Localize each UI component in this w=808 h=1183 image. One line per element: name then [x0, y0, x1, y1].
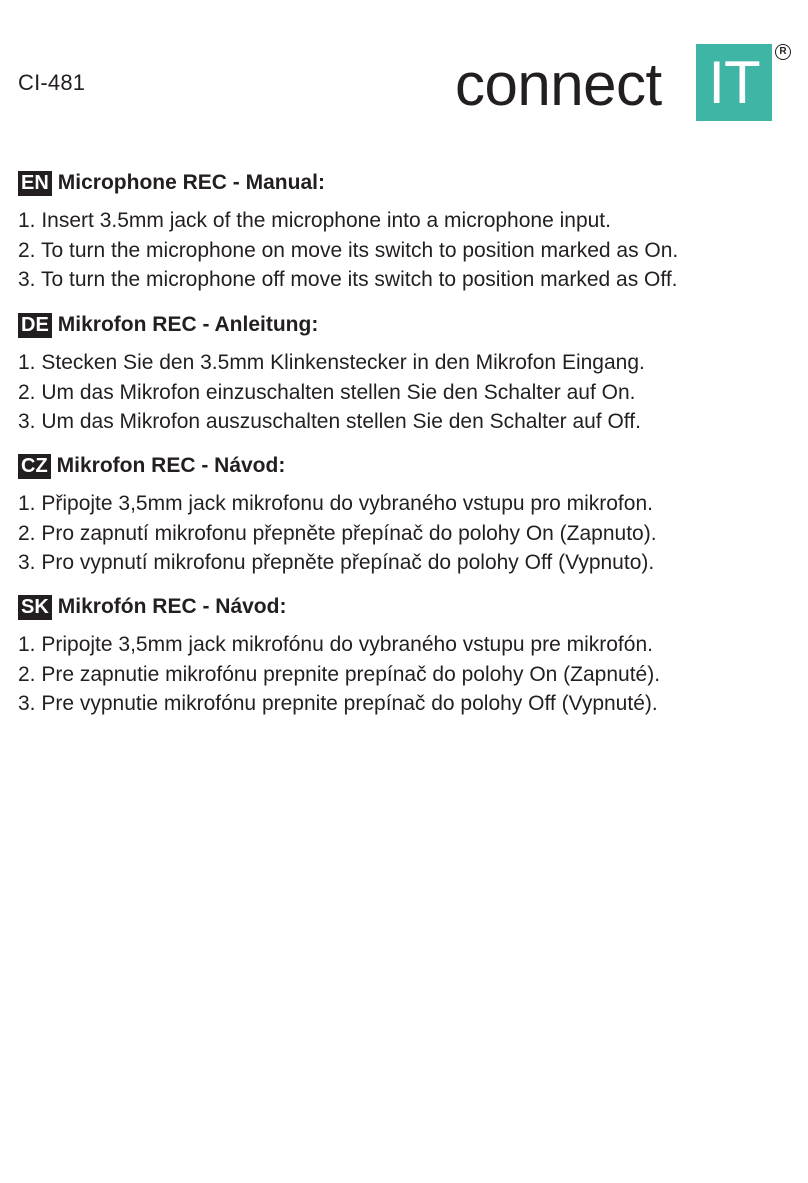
section-title — [18, 451, 798, 481]
step-item: 2. Pre zapnutie mikrofónu prepnite prepínač do polohy On (Zapnuté). — [18, 662, 661, 686]
step-item: 3. Um das Mikrofon auszuschalten stellen Sie den Schalter auf Off. — [18, 410, 641, 433]
section-sk — [18, 592, 798, 719]
lang-badge-de: DE — [18, 313, 52, 338]
steps-list — [18, 489, 798, 578]
lang-badge-en: EN — [18, 171, 52, 196]
registered-mark-icon: R — [775, 44, 791, 60]
lang-badge-cz: CZ — [18, 454, 51, 479]
section-title-text: Microphone REC - Manual: — [57, 171, 325, 194]
connect-it-logo — [455, 44, 795, 124]
section-title — [18, 168, 798, 198]
model-code: CI-481 — [18, 70, 86, 95]
section-de — [18, 310, 798, 437]
step-item: 3. Pro vypnutí mikrofonu přepněte přepínač do polohy Off (Vypnuto). — [18, 551, 655, 574]
step-item: 1. Pripojte 3,5mm jack mikrofónu do vybraného vstupu pre mikrofón. — [18, 633, 653, 656]
step-item: 1. Připojte 3,5mm jack mikrofonu do vybraného vstupu pro mikrofon. — [18, 492, 653, 515]
section-title — [18, 592, 798, 622]
step-item: 1. Insert 3.5mm jack of the microphone into a microphone input. — [18, 209, 611, 232]
section-title — [18, 310, 798, 340]
section-title-text: Mikrofon REC - Anleitung: — [57, 313, 319, 336]
logo-it-box: IT — [696, 44, 772, 121]
lang-badge-sk: SK — [18, 595, 52, 620]
logo-wordmark: connect — [455, 51, 662, 118]
step-item: 2. Um das Mikrofon einzuschalten stellen Sie den Schalter auf On. — [18, 380, 636, 404]
step-item: 1. Stecken Sie den 3.5mm Klinkenstecker in den Mikrofon Eingang. — [18, 351, 645, 374]
step-item: 3. Pre vypnutie mikrofónu prepnite prepínač do polohy Off (Vypnuté). — [18, 692, 658, 715]
section-title-text: Mikrofón REC - Návod: — [57, 595, 287, 618]
step-item: 2. Pro zapnutí mikrofonu přepněte přepínač do polohy On (Zapnuto). — [18, 521, 657, 545]
steps-list — [18, 206, 798, 295]
step-item: 2. To turn the microphone on move its switch to position marked as On. — [18, 238, 679, 262]
section-title-text: Mikrofon REC - Návod: — [56, 454, 286, 477]
section-cz — [18, 451, 798, 578]
steps-list — [18, 630, 798, 719]
steps-list — [18, 348, 798, 437]
section-en — [18, 168, 798, 295]
step-item: 3. To turn the microphone off move its switch to position marked as Off. — [18, 268, 678, 291]
